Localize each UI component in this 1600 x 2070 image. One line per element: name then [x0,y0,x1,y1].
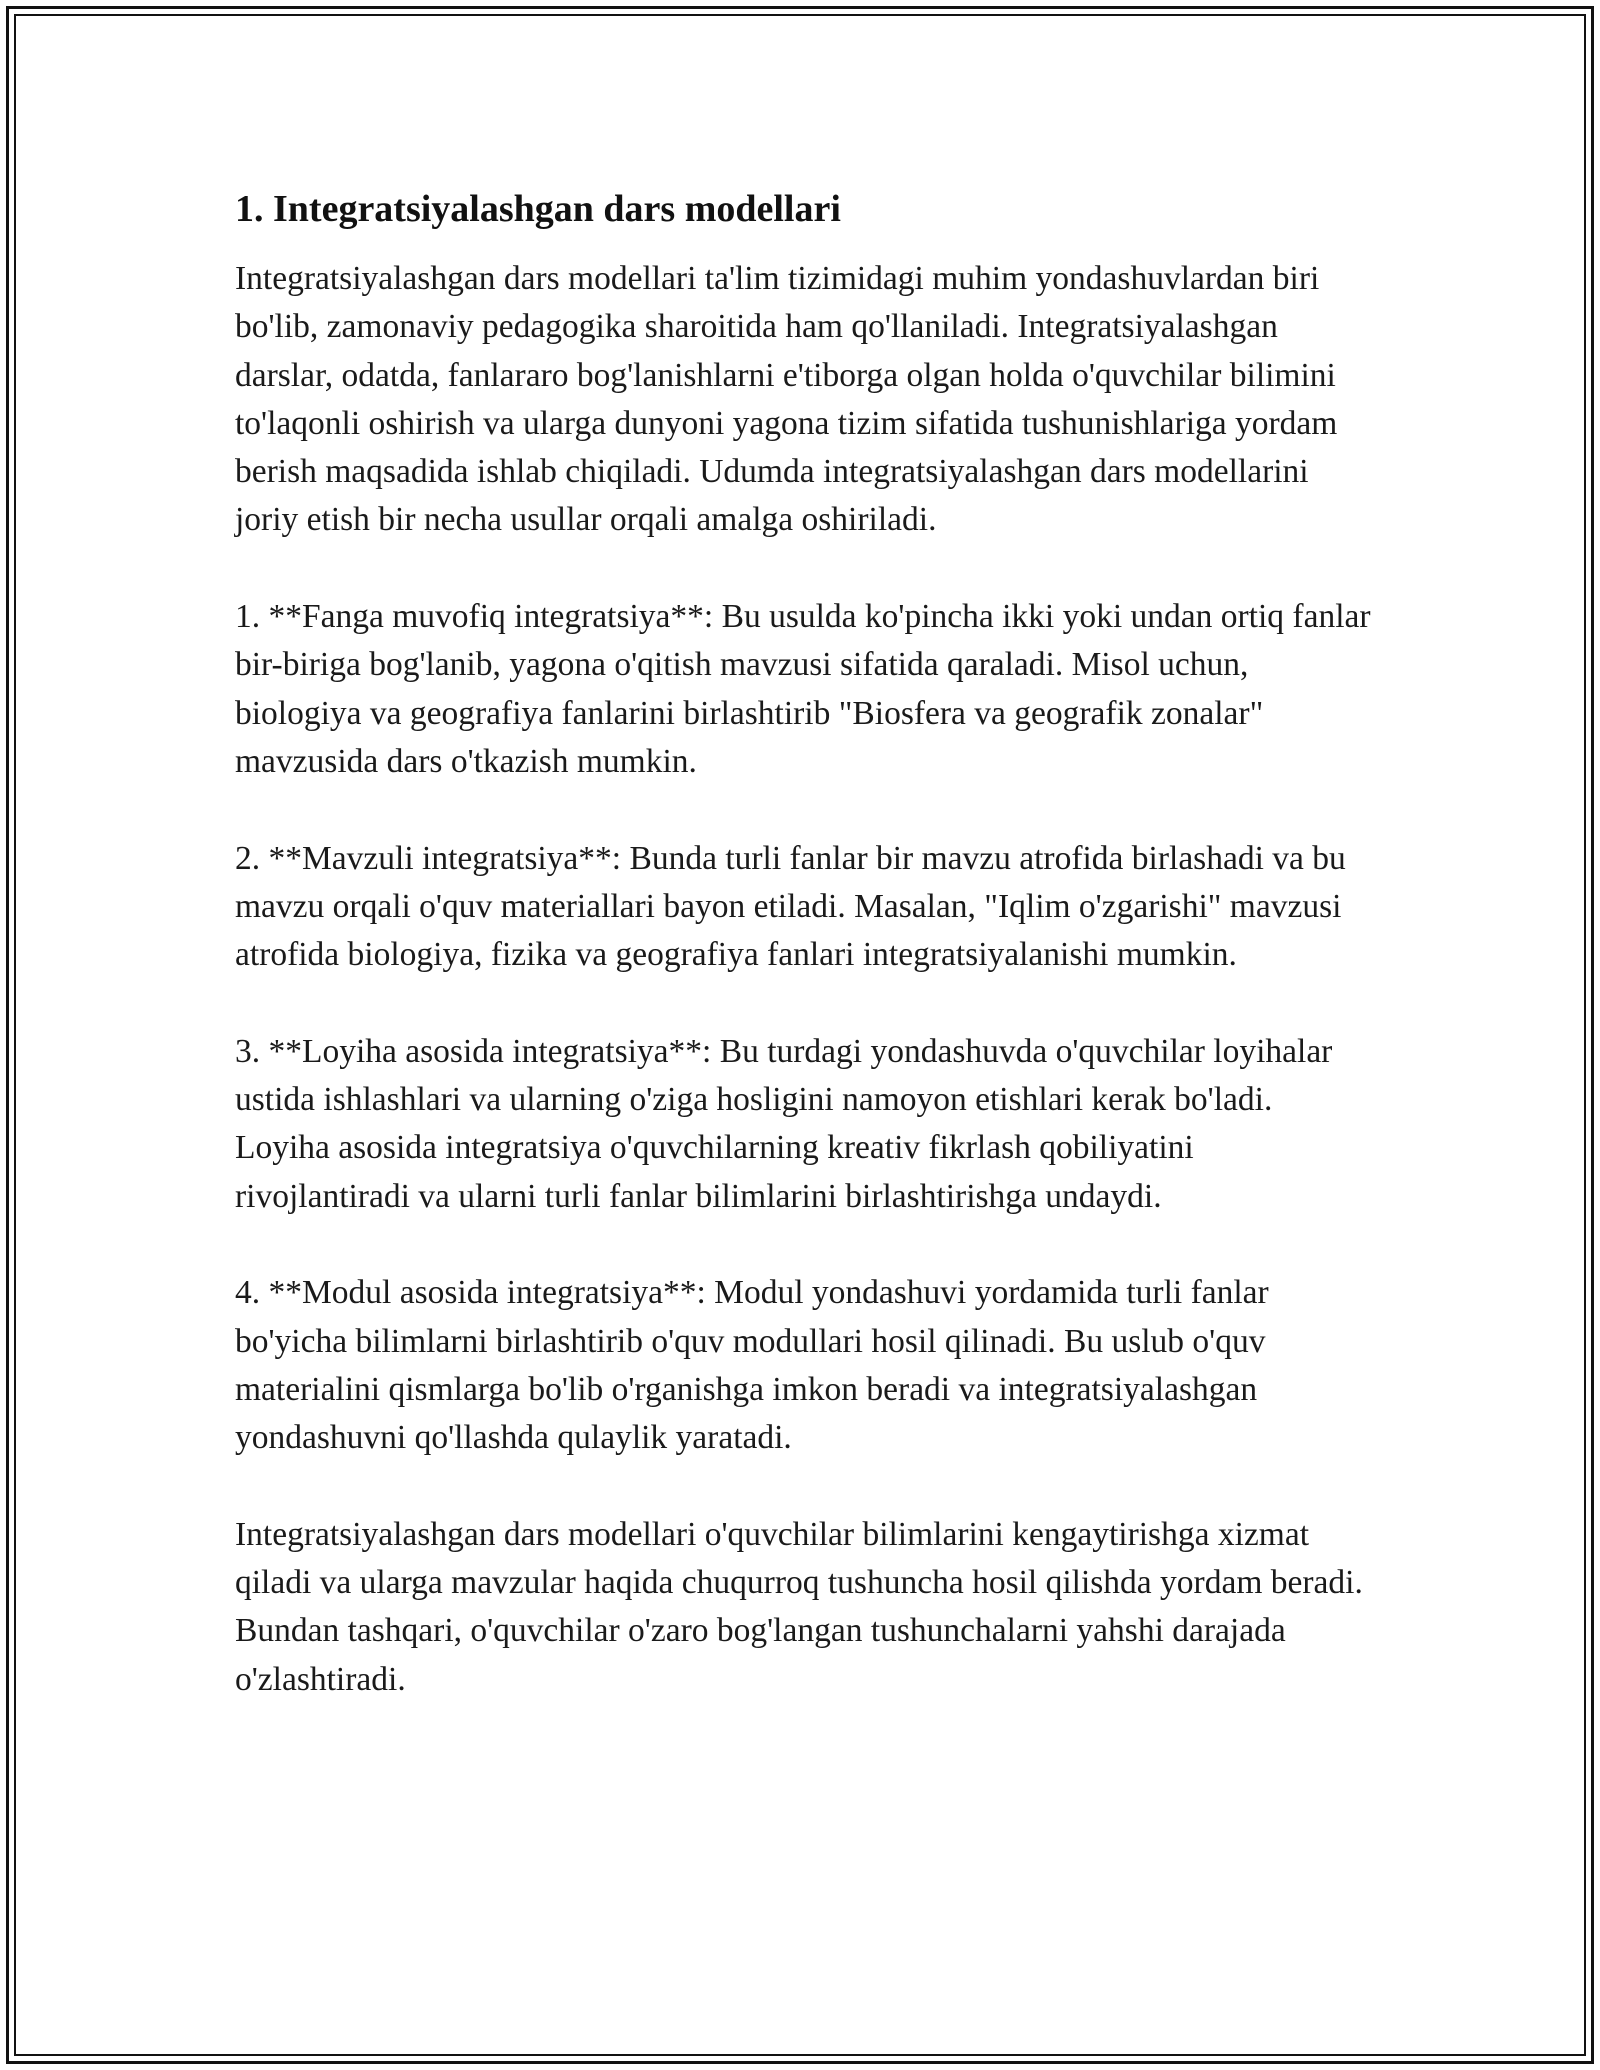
section-heading: 1. Integratsiyalashgan dars modellari [235,188,841,230]
conclusion-paragraph: Integratsiyalashgan dars modellari o'quvchilar bilimlarini kengaytirishga xizmat qiladi va ularga mavzular haqida chuqurroq tushuncha hosil qilishda yordam beradi. Bundan tashqari, o'quvchilar o'zaro bog'langan tushunchalarni yahshi darajada o'zlashtiradi. [235,1515,1363,1698]
list-item-project-integration: 3. **Loyiha asosida integratsiya**: Bu turdagi yondashuvda o'quvchilar loyihalar ustida ishlashlari va ularning o'ziga hosligini namoyon etishlari kerak bo'ladi. Loyiha asosida integratsiya o'quvchilarning kreativ fikrlash qobiliyatini rivojlantiradi va ularni turli fanlar bilimlarini birlashtirishga undaydi. [235,1032,1333,1215]
list-item-module-integration: 4. **Modul asosida integratsiya**: Modul yondashuvi yordamida turli fanlar bo'yicha bilimlarni birlashtirib o'quv modullari hosil qilinadi. Bu uslub o'quv materialini qismlarga bo'lib o'rganishga imkon beradi va integratsiyalashgan yondashuvni qo'llashda qulaylik yaratadi. [235,1274,1269,1457]
intro-paragraph: Integratsiyalashgan dars modellari ta'lim tizimidagi muhim yondashuvlardan biri bo'lib, zamonaviy pedagogika sharoitida ham qo'llaniladi. Integratsiyalashgan darslar, odatda, fanlararo bog'lanishlarni e'tiborga olgan holda o'quvchilar bilimini to'laqonli oshirish va ularga dunyoni yagona tizim sifatida tushunishlariga yordam berish maqsadida ishlab chiqiladi. Udumda integratsiyalashgan dars modellarini joriy etish bir necha usullar orqali amalga oshiriladi. [235,260,1338,539]
list-item-subject-integration: 1. **Fanga muvofiq integratsiya**: Bu usulda ko'pincha ikki yoki undan ortiq fanlar bir-biriga bog'lanib, yagona o'qitish mavzusi sifatida qaraladi. Misol uchun, biologiya va geografiya fanlarini birlashtirib "Biosfera va geografik zonalar" mavzusida dars o'tkazish mumkin. [235,598,1371,780]
document-body [235,185,1375,1752]
list-item-thematic-integration: 2. **Mavzuli integratsiya**: Bunda turli fanlar bir mavzu atrofida birlashadi va bu mavzu orqali o'quv materiallari bayon etiladi. Masalan, "Iqlim o'zgarishi" mavzusi atrofida biologiya, fizika va geografiya fanlari integratsiyalanishi mumkin. [235,839,1346,974]
